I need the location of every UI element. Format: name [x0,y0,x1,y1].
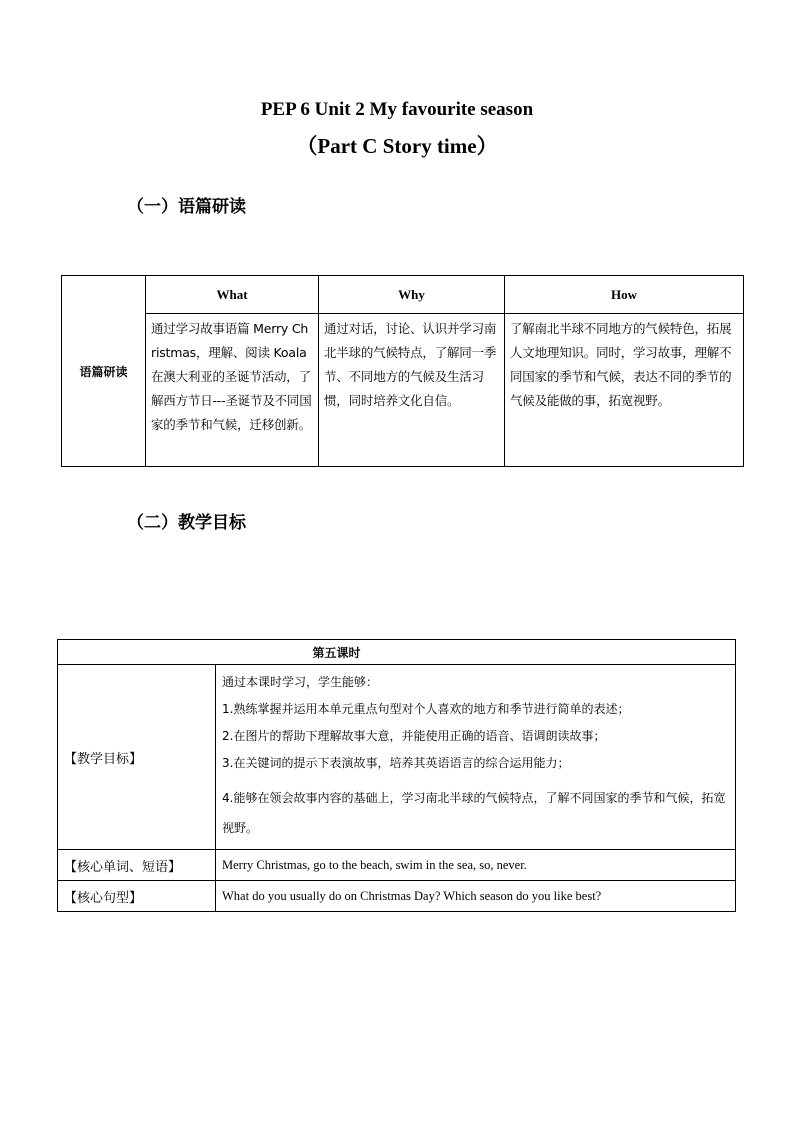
cell-what: 通过学习故事语篇 Merry Christmas，理解、阅读 Koala 在澳大利亚的圣诞节活动，了解西方节日---圣诞节及不同国家的季节和气候，迁移创新。 [146,314,319,467]
cell-how: 了解南北半球不同地方的气候特色，拓展人文地理知识。同时，学习故事，理解不同国家的季节和气候，表达不同的季节的气候及能做的事，拓宽视野。 [505,314,744,467]
goal-item: 3.在关键词的提示下表演故事，培养其英语语言的综合运用能力； [222,756,570,770]
section-heading-teaching-goals: （二）教学目标 [127,513,246,533]
teaching-goals-table [57,639,736,912]
header-how: How [505,276,744,314]
header-what: What [146,276,319,314]
header-why: Why [319,276,505,314]
goal-intro: 通过本课时学习，学生能够： [222,675,379,689]
document-title: PEP 6 Unit 2 My favourite season [260,99,534,120]
vocab-label: 【核心单词、短语】 [58,850,216,881]
vocab-value: Merry Christmas, go to the beach, swim in the sea, so, never. [216,850,736,881]
text-study-table [61,275,744,467]
cell-why: 通过对话，讨论、认识并学习南北半球的气候特点，了解同一季节、不同地方的气候及生活习惯，同时培养文化自信。 [319,314,505,467]
goals-cell [216,665,736,850]
goal-item: 2.在图片的帮助下理解故事大意，并能使用正确的语音、语调朗读故事； [222,729,606,743]
document-subtitle: （Part C Story time） [296,134,498,158]
sentence-value: What do you usually do on Christmas Day? Which season do you like best? [216,881,736,912]
goal-item: 1.熟练掌握并运用本单元重点句型对个人喜欢的地方和季节进行简单的表述； [222,702,630,716]
lesson-title: 第五课时 [58,640,736,665]
row-label-text-study: 语篇研读 [62,276,146,467]
sentence-label: 【核心句型】 [58,881,216,912]
goals-label: 【教学目标】 [58,665,216,850]
goal-item: 4.能够在领会故事内容的基础上，学习南北半球的气候特点，了解不同国家的季节和气候，拓宽视野。 [222,791,726,835]
section-heading-text-study: （一）语篇研读 [127,197,246,217]
